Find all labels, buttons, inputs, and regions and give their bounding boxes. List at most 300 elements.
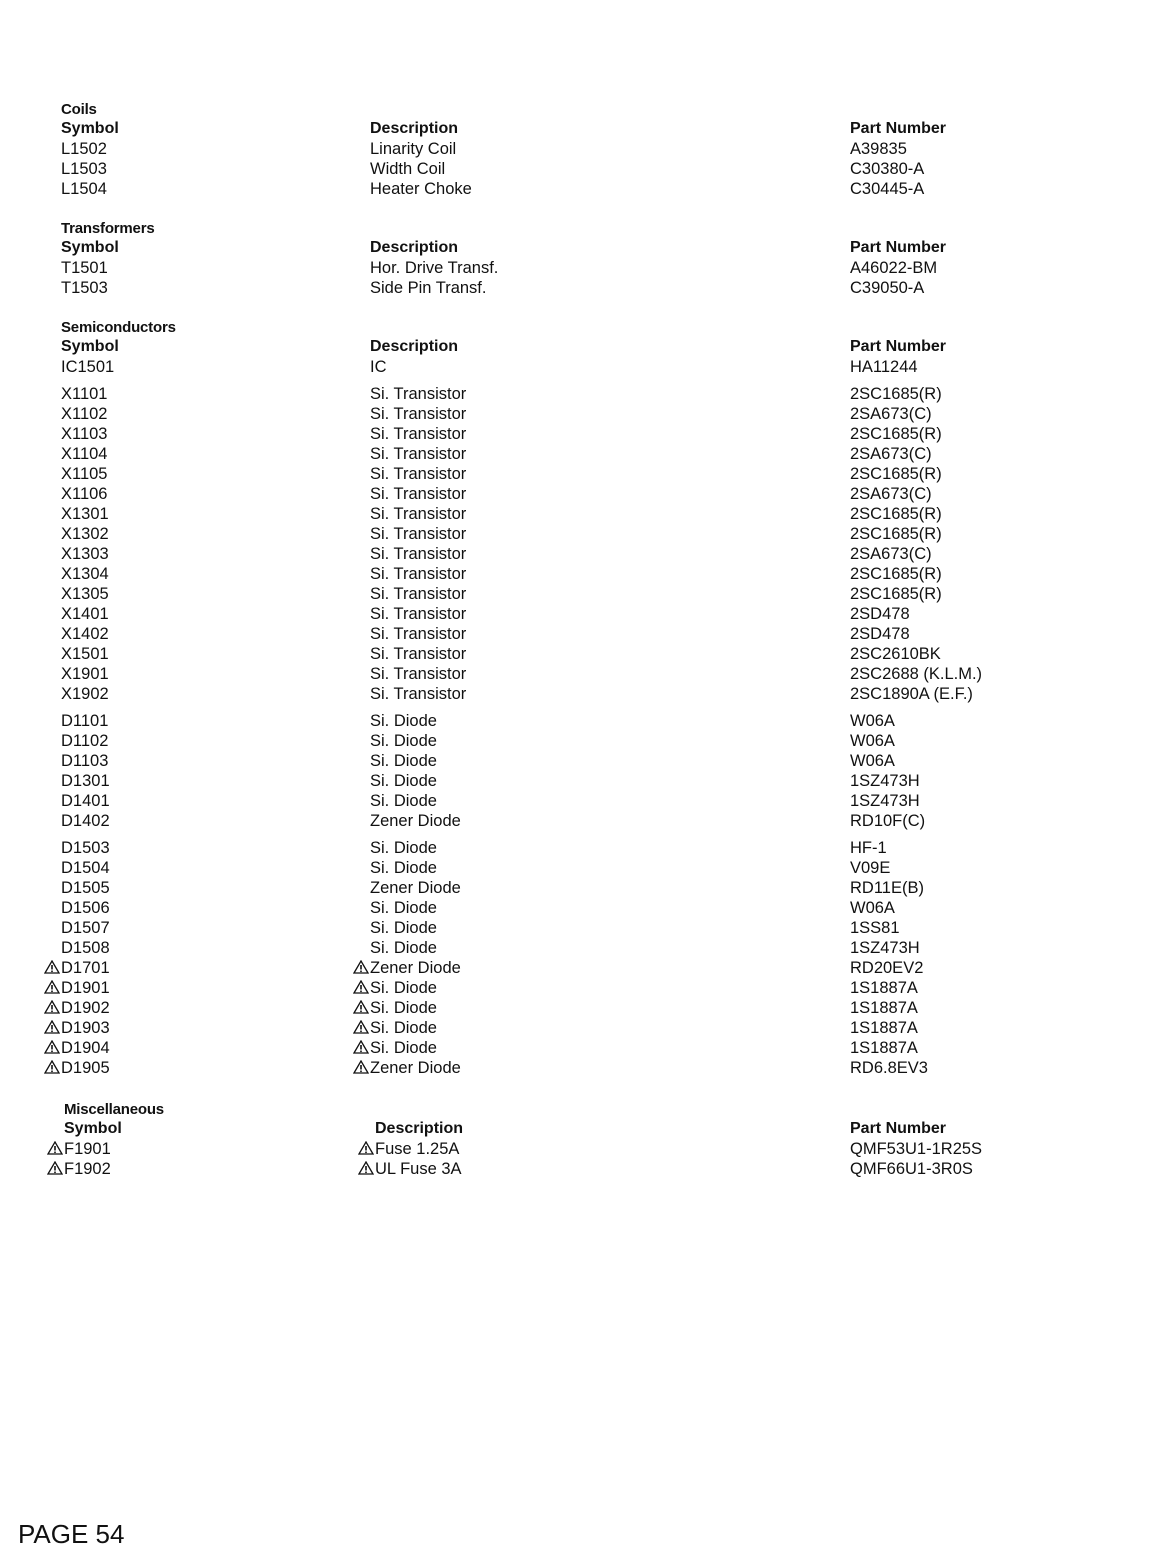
part-number-cell [850, 584, 942, 604]
description-cell-text: Si. Diode [370, 919, 437, 937]
description-cell [370, 731, 437, 751]
table-row [0, 278, 1175, 298]
description-header: Description [370, 120, 459, 137]
description-cell [370, 624, 466, 644]
symbol-cell-text: X1501 [61, 645, 109, 663]
table-row [0, 918, 1175, 938]
description-cell-text: Si. Transistor [370, 445, 467, 463]
description-cell [370, 278, 486, 298]
part-number-cell [850, 644, 941, 664]
part-number-cell [850, 404, 932, 424]
part-number-cell [850, 731, 895, 751]
part-number-cell [850, 978, 918, 998]
description-cell [370, 1018, 437, 1038]
part-number-cell-text: 1S1887A [850, 1019, 918, 1037]
part-number-cell [850, 159, 924, 179]
part-number-cell-text: 1SZ473H [850, 939, 920, 957]
part-number-cell [850, 1018, 918, 1038]
part-number-cell-text: 2SC1685(R) [850, 465, 942, 483]
symbol-cell [61, 751, 108, 771]
symbol-cell [61, 998, 110, 1018]
description-cell [370, 958, 461, 978]
part-number-cell [850, 684, 973, 704]
description-cell-text: Si. Transistor [370, 485, 467, 503]
symbol-cell-text: D1901 [61, 979, 110, 997]
description-cell [370, 938, 437, 958]
description-cell [370, 751, 437, 771]
description-cell [370, 1038, 437, 1058]
part-number-cell-text: 2SC2688 (K.L.M.) [850, 665, 983, 683]
warning-triangle-icon [44, 959, 60, 973]
warning-triangle-icon [353, 999, 369, 1013]
table-row [0, 1018, 1175, 1038]
part-number-cell-text: QMF53U1-1R25S [850, 1140, 983, 1158]
symbol-cell-text: D1905 [61, 1059, 110, 1077]
part-number-cell-text: A39835 [850, 140, 907, 158]
symbol-header: Symbol [61, 239, 119, 256]
table-row [0, 711, 1175, 731]
table-row [0, 624, 1175, 644]
warning-triangle-icon [44, 1019, 60, 1033]
part-number-cell [850, 1139, 982, 1159]
table-row [0, 159, 1175, 179]
symbol-cell-text: X1302 [61, 525, 109, 543]
part-number-cell-text: W06A [850, 899, 895, 917]
part-number-cell-text: W06A [850, 732, 895, 750]
symbol-cell-text: D1904 [61, 1039, 110, 1057]
description-cell [375, 1159, 462, 1179]
table-row [0, 1159, 1175, 1179]
symbol-cell [61, 811, 110, 831]
description-cell-text: Si. Diode [370, 712, 437, 730]
description-cell-text: Si. Diode [370, 899, 437, 917]
table-row [0, 357, 1175, 377]
description-cell [370, 684, 466, 704]
description-cell [370, 524, 466, 544]
part-number-cell [850, 384, 942, 404]
description-cell-text: Si. Transistor [370, 565, 467, 583]
symbol-cell-text: T1503 [61, 279, 108, 297]
warning-triangle-icon [44, 999, 60, 1013]
part-number-cell [850, 1058, 928, 1078]
description-cell [370, 1058, 461, 1078]
description-cell-text: Si. Transistor [370, 425, 467, 443]
table-row [0, 544, 1175, 564]
part-number-cell [850, 444, 932, 464]
symbol-cell-text: X1102 [61, 405, 108, 423]
part-number-cell [850, 878, 924, 898]
part-number-header: Part Number [850, 239, 947, 256]
symbol-cell [61, 504, 109, 524]
table-row [0, 898, 1175, 918]
symbol-cell [61, 139, 107, 159]
description-cell-text: Width Coil [370, 160, 446, 178]
table-row [0, 524, 1175, 544]
table-row [0, 424, 1175, 444]
symbol-cell-text: X1402 [61, 625, 109, 643]
description-cell-text: Si. Transistor [370, 405, 467, 423]
part-number-cell [850, 424, 942, 444]
part-number-cell [850, 524, 942, 544]
table-row [0, 771, 1175, 791]
description-cell [370, 464, 466, 484]
symbol-cell [64, 1139, 111, 1159]
symbol-cell-text: D1508 [61, 939, 110, 957]
part-number-cell-text: 2SC1685(R) [850, 585, 942, 603]
symbol-cell [61, 624, 109, 644]
part-number-cell-text: 2SC1890A (E.F.) [850, 685, 973, 703]
table-row [0, 504, 1175, 524]
description-cell [370, 664, 466, 684]
description-cell-text: Si. Diode [370, 999, 437, 1017]
description-cell [370, 811, 461, 831]
part-number-cell-text: 1S1887A [850, 979, 918, 997]
part-number-cell-text: 2SC2610BK [850, 645, 941, 663]
symbol-cell [61, 1018, 110, 1038]
description-cell-text: Si. Transistor [370, 605, 467, 623]
symbol-cell [61, 404, 108, 424]
symbol-cell-text: X1301 [61, 505, 109, 523]
description-cell-text: Si. Diode [370, 859, 437, 877]
part-number-cell-text: 1S1887A [850, 1039, 918, 1057]
symbol-cell-text: X1304 [61, 565, 109, 583]
table-row [0, 998, 1175, 1018]
table-row [0, 1038, 1175, 1058]
symbol-cell [61, 731, 108, 751]
symbol-cell [61, 878, 110, 898]
symbol-cell-text: D1903 [61, 1019, 110, 1037]
table-row [0, 958, 1175, 978]
symbol-cell [61, 584, 109, 604]
part-number-cell [850, 898, 895, 918]
part-number-cell-text: 2SC1685(R) [850, 505, 942, 523]
description-cell [370, 838, 437, 858]
warning-triangle-icon [353, 1039, 369, 1053]
part-number-cell [850, 544, 932, 564]
symbol-cell-text: IC1501 [61, 358, 115, 376]
part-number-cell [850, 139, 907, 159]
symbol-cell [61, 464, 108, 484]
section-title: Transformers [61, 220, 155, 237]
symbol-cell-text: D1503 [61, 839, 110, 857]
warning-triangle-icon [353, 1059, 369, 1073]
description-cell-text: Hor. Drive Transf. [370, 259, 499, 277]
part-number-cell-text: 2SA673(C) [850, 405, 932, 423]
parts-group [0, 258, 1175, 298]
part-number-cell-text: HF-1 [850, 839, 887, 857]
table-row [0, 384, 1175, 404]
description-cell-text: Si. Transistor [370, 525, 467, 543]
part-number-cell [850, 998, 918, 1018]
symbol-cell-text: X1305 [61, 585, 109, 603]
description-cell [370, 918, 437, 938]
part-number-cell-text: C39050-A [850, 279, 925, 297]
part-number-cell [850, 1159, 973, 1179]
part-number-cell-text: 2SA673(C) [850, 445, 932, 463]
warning-triangle-icon [353, 1019, 369, 1033]
parts-group [0, 357, 1175, 377]
symbol-cell-text: X1105 [61, 465, 108, 483]
table-row [0, 258, 1175, 278]
part-number-cell-text: 2SC1685(R) [850, 385, 942, 403]
description-cell-text: Si. Diode [370, 792, 437, 810]
description-cell-text: Si. Transistor [370, 505, 467, 523]
table-row [0, 878, 1175, 898]
table-row [0, 464, 1175, 484]
part-number-cell-text: C30445-A [850, 180, 925, 198]
part-number-cell-text: 2SA673(C) [850, 485, 932, 503]
part-number-cell-text: C30380-A [850, 160, 925, 178]
description-cell-text: Linarity Coil [370, 140, 457, 158]
table-row [0, 938, 1175, 958]
part-number-cell [850, 918, 900, 938]
symbol-cell-text: D1504 [61, 859, 110, 877]
description-cell-text: Si. Transistor [370, 625, 467, 643]
part-number-cell-text: 2SC1685(R) [850, 565, 942, 583]
symbol-header: Symbol [61, 338, 119, 355]
part-number-cell-text: 1SZ473H [850, 792, 920, 810]
part-number-cell-text: RD20EV2 [850, 959, 924, 977]
part-number-header: Part Number [850, 338, 947, 355]
description-cell-text: Si. Diode [370, 939, 437, 957]
part-number-header: Part Number [850, 1120, 947, 1137]
symbol-cell-text: D1103 [61, 752, 109, 770]
symbol-cell-text: X1103 [61, 425, 108, 443]
part-number-cell [850, 711, 895, 731]
description-header: Description [370, 239, 459, 256]
description-cell [370, 584, 466, 604]
part-number-cell [850, 958, 923, 978]
part-number-cell [850, 791, 920, 811]
part-number-cell [850, 258, 937, 278]
description-cell [370, 858, 437, 878]
table-row [0, 664, 1175, 684]
warning-triangle-icon [44, 1039, 60, 1053]
description-header: Description [370, 338, 459, 355]
parts-table [0, 258, 1175, 305]
part-number-cell-text: 2SC1685(R) [850, 425, 942, 443]
part-number-cell-text: 1SZ473H [850, 772, 920, 790]
description-cell-text: Si. Transistor [370, 685, 467, 703]
symbol-cell-text: L1503 [61, 160, 107, 178]
table-row [0, 444, 1175, 464]
part-number-cell [850, 564, 942, 584]
table-row [0, 139, 1175, 159]
symbol-cell-text: D1102 [61, 732, 109, 750]
description-cell [370, 604, 466, 624]
description-cell [370, 644, 466, 664]
description-cell [370, 424, 466, 444]
table-row [0, 791, 1175, 811]
symbol-cell [61, 604, 109, 624]
description-header: Description [375, 1120, 464, 1137]
part-number-cell [850, 858, 890, 878]
description-cell-text: Si. Transistor [370, 585, 467, 603]
description-cell [370, 159, 445, 179]
symbol-cell [61, 978, 110, 998]
symbol-cell [61, 858, 110, 878]
description-cell [370, 484, 466, 504]
part-number-cell [850, 278, 924, 298]
description-cell-text: Zener Diode [370, 1059, 461, 1077]
part-number-cell [850, 357, 918, 377]
description-cell-text: Zener Diode [370, 812, 461, 830]
symbol-cell [61, 444, 108, 464]
symbol-cell-text: X1104 [61, 445, 108, 463]
symbol-cell-text: F1901 [64, 1140, 111, 1158]
description-cell-text: Si. Diode [370, 1039, 437, 1057]
description-cell [370, 384, 466, 404]
symbol-cell [61, 159, 107, 179]
part-number-cell [850, 811, 925, 831]
part-number-header: Part Number [850, 120, 947, 137]
warning-triangle-icon [47, 1140, 63, 1154]
table-row [0, 604, 1175, 624]
symbol-cell [61, 1058, 110, 1078]
parts-group [0, 1139, 1175, 1179]
description-cell [370, 898, 437, 918]
table-row [0, 684, 1175, 704]
part-number-cell-text: HA11244 [850, 358, 918, 376]
symbol-cell-text: D1701 [61, 959, 110, 977]
symbol-cell [61, 684, 109, 704]
symbol-cell-text: D1101 [61, 712, 109, 730]
part-number-cell-text: QMF66U1-3R0S [850, 1160, 973, 1178]
description-cell-text: Side Pin Transf. [370, 279, 487, 297]
section-title: Miscellaneous [64, 1101, 164, 1118]
description-cell-text: UL Fuse 3A [375, 1160, 462, 1178]
part-number-cell [850, 604, 910, 624]
description-cell-text: Zener Diode [370, 879, 461, 897]
page-number: PAGE 54 [18, 1519, 125, 1549]
description-cell-text: Si. Transistor [370, 645, 467, 663]
symbol-cell [61, 384, 108, 404]
symbol-cell-text: X1902 [61, 685, 109, 703]
description-cell-text: Zener Diode [370, 959, 461, 977]
symbol-cell [61, 258, 108, 278]
description-cell [370, 771, 437, 791]
symbol-cell [61, 564, 109, 584]
table-row [0, 179, 1175, 199]
warning-triangle-icon [358, 1160, 374, 1174]
description-cell-text: Si. Diode [370, 1019, 437, 1037]
section-title: Semiconductors [61, 319, 176, 336]
symbol-cell-text: T1501 [61, 259, 108, 277]
symbol-cell-text: X1303 [61, 545, 109, 563]
part-number-cell-text: 2SD478 [850, 605, 910, 623]
symbol-cell [61, 484, 108, 504]
part-number-cell-text: W06A [850, 712, 895, 730]
description-cell [375, 1139, 459, 1159]
part-number-cell-text: 2SC1685(R) [850, 525, 942, 543]
table-row [0, 564, 1175, 584]
symbol-cell-text: D1507 [61, 919, 110, 937]
part-number-cell [850, 664, 982, 684]
symbol-cell-text: D1506 [61, 899, 110, 917]
symbol-cell-text: D1401 [61, 792, 110, 810]
part-number-cell-text: 1S1887A [850, 999, 918, 1017]
table-row [0, 644, 1175, 664]
description-cell-text: Fuse 1.25A [375, 1140, 460, 1158]
symbol-cell [61, 771, 110, 791]
symbol-cell [61, 938, 110, 958]
description-cell-text: Si. Diode [370, 772, 437, 790]
parts-table [0, 139, 1175, 206]
description-cell [370, 258, 498, 278]
symbol-cell-text: F1902 [64, 1160, 111, 1178]
description-cell [370, 179, 472, 199]
parts-table [0, 357, 1175, 1085]
description-cell [370, 357, 387, 377]
symbol-cell [61, 424, 108, 444]
table-row [0, 584, 1175, 604]
symbol-cell-text: D1902 [61, 999, 110, 1017]
warning-triangle-icon [353, 979, 369, 993]
symbol-header: Symbol [64, 1120, 122, 1137]
table-row [0, 811, 1175, 831]
table-row [0, 1139, 1175, 1159]
table-row [0, 978, 1175, 998]
part-number-cell-text: 2SA673(C) [850, 545, 932, 563]
description-cell [370, 444, 466, 464]
parts-group [0, 139, 1175, 199]
table-row [0, 731, 1175, 751]
description-cell [370, 504, 466, 524]
part-number-cell-text: 1SS81 [850, 919, 900, 937]
symbol-cell-text: D1301 [61, 772, 110, 790]
part-number-cell-text: RD6.8EV3 [850, 1059, 928, 1077]
part-number-cell [850, 624, 910, 644]
description-cell-text: Si. Transistor [370, 545, 467, 563]
symbol-header: Symbol [61, 120, 119, 137]
table-row [0, 858, 1175, 878]
symbol-cell [61, 918, 110, 938]
symbol-cell-text: X1901 [61, 665, 109, 683]
symbol-cell [61, 278, 108, 298]
part-number-cell [850, 504, 942, 524]
symbol-cell-text: L1502 [61, 140, 107, 158]
description-cell-text: Si. Transistor [370, 665, 467, 683]
part-number-cell-text: 2SD478 [850, 625, 910, 643]
description-cell-text: Si. Diode [370, 839, 437, 857]
parts-table [0, 1139, 1175, 1186]
part-number-cell-text: A46022-BM [850, 259, 938, 277]
symbol-cell-text: D1402 [61, 812, 110, 830]
description-cell-text: Si. Diode [370, 752, 437, 770]
description-cell [370, 404, 466, 424]
part-number-cell-text: RD10F(C) [850, 812, 926, 830]
part-number-cell [850, 464, 942, 484]
parts-group [0, 711, 1175, 831]
description-cell-text: Heater Choke [370, 180, 472, 198]
description-cell [370, 978, 437, 998]
symbol-cell-text: X1401 [61, 605, 109, 623]
symbol-cell [61, 711, 108, 731]
table-row [0, 1058, 1175, 1078]
symbol-cell [61, 898, 110, 918]
part-number-cell-text: W06A [850, 752, 895, 770]
symbol-cell-text: X1101 [61, 385, 108, 403]
symbol-cell [61, 791, 110, 811]
warning-triangle-icon [44, 979, 60, 993]
description-cell-text: Si. Diode [370, 979, 437, 997]
symbol-cell [64, 1159, 111, 1179]
symbol-cell-text: X1106 [61, 485, 108, 503]
description-cell [370, 711, 437, 731]
description-cell [370, 791, 437, 811]
warning-triangle-icon [353, 959, 369, 973]
table-row [0, 484, 1175, 504]
